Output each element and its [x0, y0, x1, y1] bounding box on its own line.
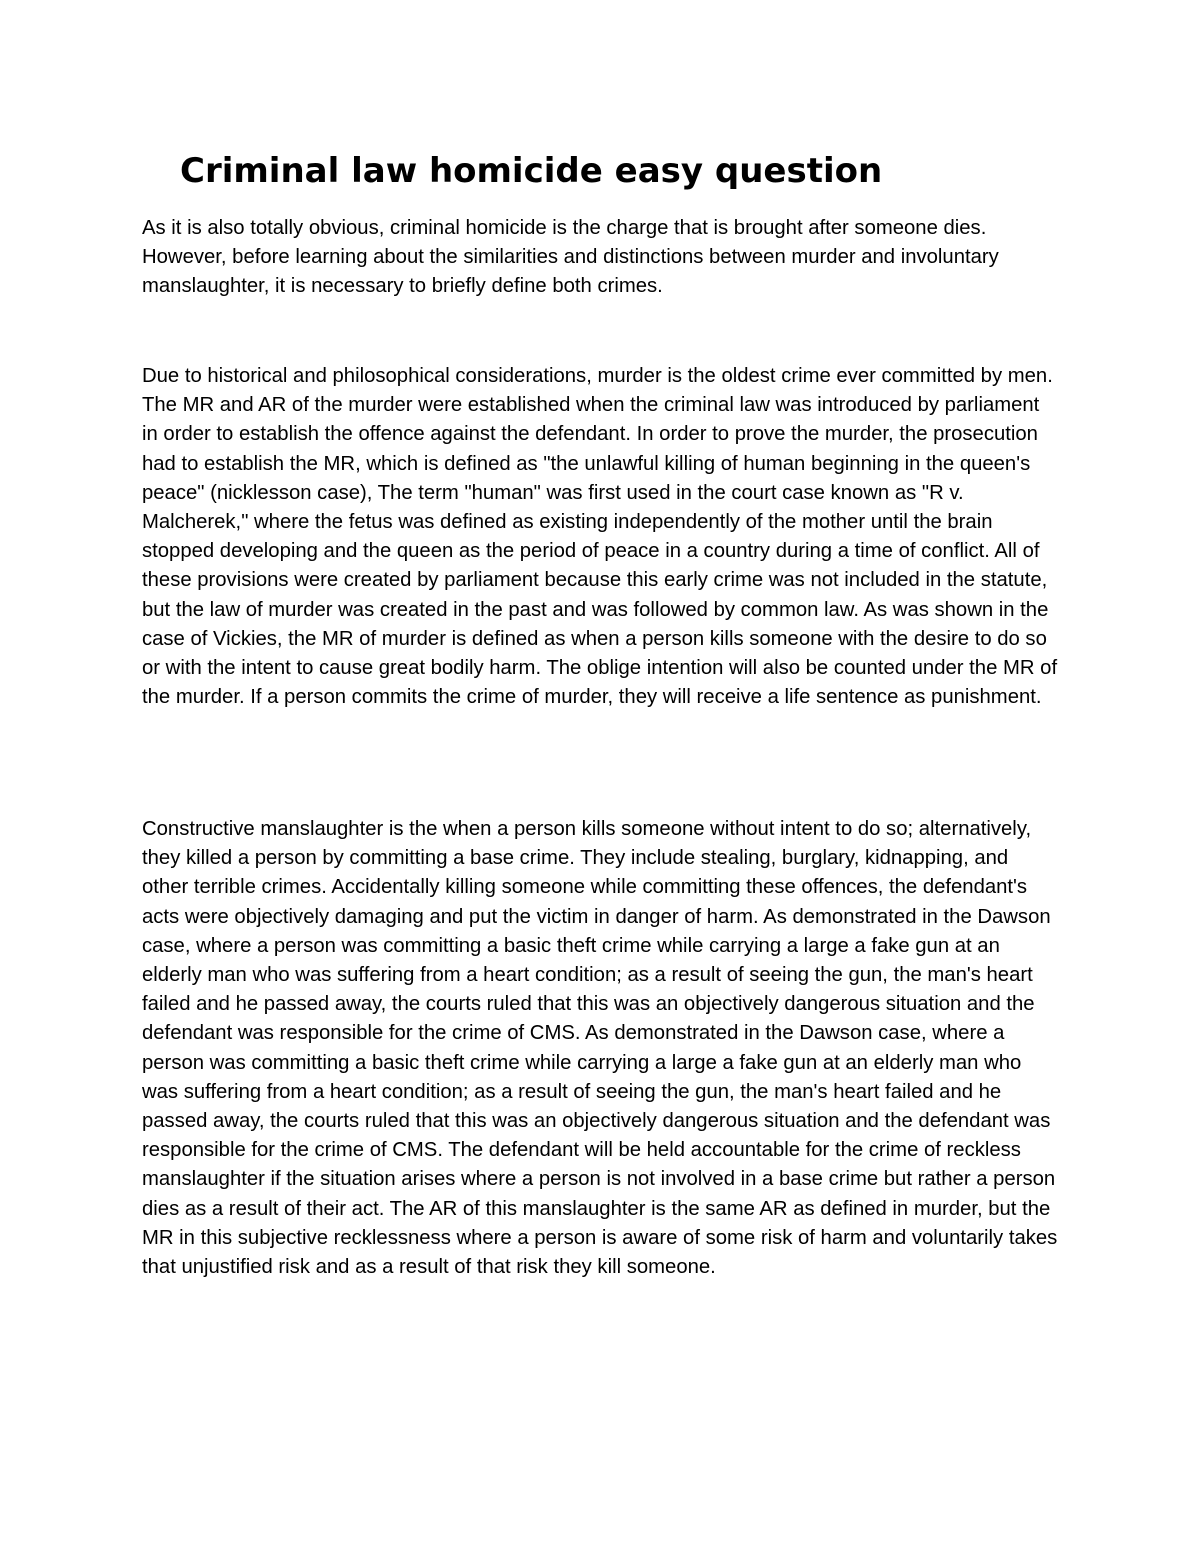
- paragraph-manslaughter: Constructive manslaughter is the when a person kills someone without intent to do so; alternatively, they killed a person by committing a base crime. They include stealing, burglary, kidnapping, and other terrible crimes. Accidentally killing someone while committing these offences, the defendant's acts were objectively damaging and put the victim in danger of harm. As demonstrated in the Dawson case, where a person was committing a basic theft crime while carrying a large a fake gun at an elderly man who was suffering from a heart condition; as a result of seeing the gun, the man's heart failed and he passed away, the courts ruled that this was an objectively dangerous situation and the defendant was responsible for the crime of CMS. As demonstrated in the Dawson case, where a person was committing a basic theft crime while carrying a large a fake gun at an elderly man who was suffering from a heart condition; as a result of seeing the gun, the man's heart failed and he passed away, the courts ruled that this was an objectively dangerous situation and the defendant was responsible for the crime of CMS. The defendant will be held accountable for the crime of reckless manslaughter if the situation arises where a person is not involved in a base crime but rather a person dies as a result of their act. The AR of this manslaughter is the same AR as defined in murder, but the MR in this subjective recklessness where a person is aware of some risk of harm and voluntarily takes that unjustified risk and as a result of that risk they kill someone.: [142, 818, 1058, 1279]
- paragraph-introduction: As it is also totally obvious, criminal homicide is the charge that is brought after someone dies. However, before learning about the similarities and distinctions between murder and involuntary manslaughter, it is necessary to briefly define both crimes.: [142, 217, 999, 298]
- document-title: Criminal law homicide easy question: [180, 151, 883, 191]
- paragraph-murder: Due to historical and philosophical considerations, murder is the oldest crime ever committed by men. The MR and AR of the murder were established when the criminal law was introduced by parliament in order to establish the offence against the defendant. In order to prove the murder, the prosecution had to establish the MR, which is defined as "the unlawful killing of human beginning in the queen's peace" (nicklesson case), The term "human" was first used in the court case known as "R v. Malcherek," where the fetus was defined as existing independently of the mother until the brain stopped developing and the queen as the period of peace in a country during a time of conflict. All of these provisions were created by parliament because this early crime was not included in the statute, but the law of murder was created in the past and was followed by common law. As was shown in the case of Vickies, the MR of murder is defined as when a person kills someone with the desire to do so or with the intent to cause great bodily harm. The oblige intention will also be counted under the MR of the murder. If a person commits the crime of murder, they will receive a life sentence as punishment.: [142, 365, 1058, 709]
